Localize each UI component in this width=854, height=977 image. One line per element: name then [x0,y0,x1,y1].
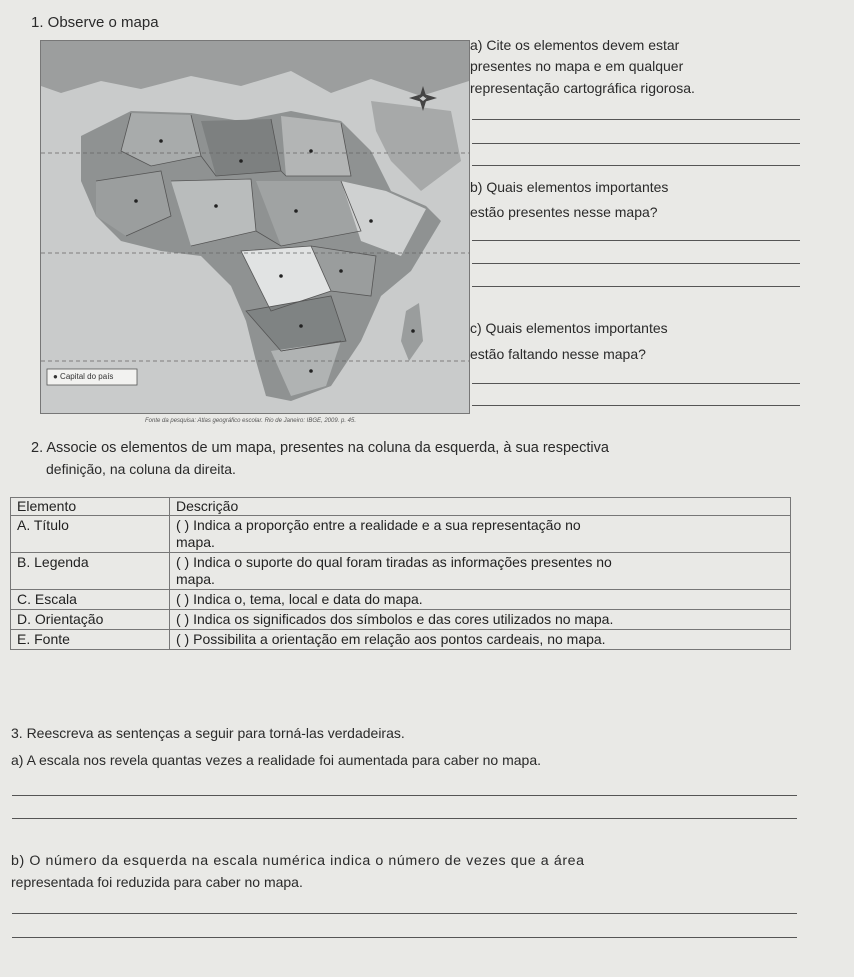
q3b-line1: b) O número da esquerda na escala numérica indica o número de vezes que a área [11,853,585,869]
map-source: Fonte da pesquisa: Atlas geográfico escolar. Rio de Janeiro: IBGE, 2009. p. 45. [145,418,357,424]
description-cell: ( ) Indica os significados dos símbolos e das cores utilizados no mapa. [170,610,791,630]
table-row [11,590,791,610]
table-header-row [11,498,791,516]
association-table [10,497,791,650]
element-cell: B. Legenda [11,553,170,590]
q3b-line2: representada foi reduzida para caber no mapa. [11,874,303,890]
answer-line [472,165,800,166]
description-cell [170,516,791,553]
answer-line [12,818,797,819]
map-legend-text: ● Capital do país [53,372,114,381]
q3-title: 3. Reescreva as sentenças a seguir para torná-las verdadeiras. [11,725,405,741]
element-cell: D. Orientação [11,610,170,630]
description-text: ( ) Indica a proporção entre a realidade e a sua representação no [176,517,581,533]
q1c-line2: estão faltando nesse mapa? [470,346,646,362]
table-row [11,553,791,590]
question-1-title: 1. Observe o mapa [31,14,159,31]
answer-line [472,383,800,384]
q1a-line2: presentes no mapa e em qualquer [470,58,684,74]
table-header-description: Descrição [170,498,791,516]
description-text: mapa. [176,534,215,550]
answer-line [472,286,800,287]
description-cell: ( ) Possibilita a orientação em relação aos pontos cardeais, no mapa. [170,630,791,650]
q1a-line3: representação cartográfica rigorosa. [470,80,695,96]
answer-line [472,405,800,406]
q1c-line1: c) Quais elementos importantes [470,320,668,336]
description-text: mapa. [176,571,215,587]
table-header-element: Elemento [11,498,170,516]
description-cell [170,553,791,590]
element-cell: A. Título [11,516,170,553]
answer-line [472,119,800,120]
table-row [11,516,791,553]
element-cell: E. Fonte [11,630,170,650]
table-row [11,630,791,650]
answer-line [472,263,800,264]
element-cell: C. Escala [11,590,170,610]
q2-line1: 2. Associe os elementos de um mapa, presentes na coluna da esquerda, à sua respectiva [31,440,609,456]
africa-map [40,40,470,414]
answer-line [472,240,800,241]
q3a-text: a) A escala nos revela quantas vezes a realidade foi aumentada para caber no mapa. [11,752,542,768]
description-cell: ( ) Indica o, tema, local e data do mapa. [170,590,791,610]
answer-line [472,143,800,144]
table-row [11,610,791,630]
answer-line [12,795,797,796]
africa-map-image [41,41,469,413]
q1b-line1: b) Quais elementos importantes [470,179,669,195]
answer-line [12,937,797,938]
q2-line2: definição, na coluna da direita. [46,461,236,477]
q1a-line1: a) Cite os elementos devem estar [470,37,680,53]
answer-line [12,913,797,914]
description-text: ( ) Indica o suporte do qual foram tiradas as informações presentes no [176,554,612,570]
q1b-line2: estão presentes nesse mapa? [470,204,658,220]
